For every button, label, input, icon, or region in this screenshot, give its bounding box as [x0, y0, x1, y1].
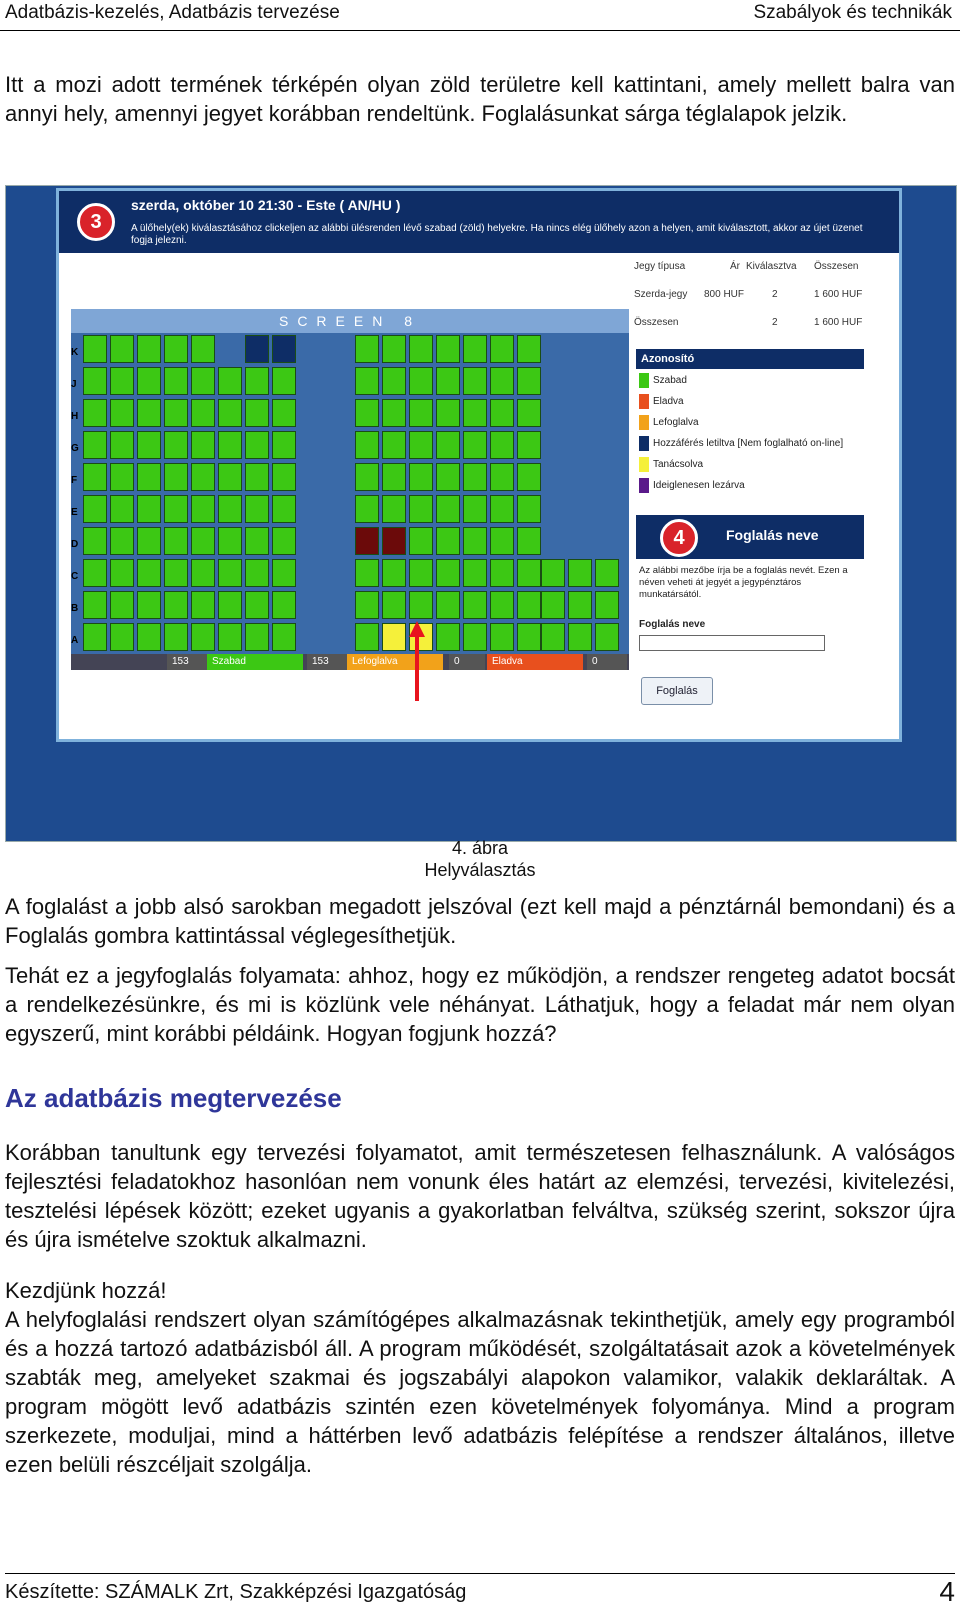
seat[interactable] [355, 463, 379, 491]
ticket-head-price: Ár [730, 261, 740, 272]
legend-label: Tanácsolva [653, 459, 704, 471]
legend-swatch [639, 394, 649, 409]
booking-panel [56, 188, 902, 742]
legend-label: Eladva [653, 396, 684, 408]
seat[interactable] [218, 431, 242, 459]
legend-label: Lefoglalva [653, 417, 699, 429]
seat[interactable] [164, 591, 188, 619]
seat[interactable] [245, 623, 269, 651]
seat[interactable] [164, 367, 188, 395]
seat[interactable] [382, 559, 406, 587]
seat[interactable] [517, 399, 541, 427]
status-bar [71, 654, 629, 670]
seat[interactable] [463, 623, 487, 651]
seat[interactable] [191, 335, 215, 363]
seat[interactable] [436, 495, 460, 523]
legend-label: Ideiglenesen lezárva [653, 480, 745, 492]
footer-author: Készítette: SZÁMALK Zrt, Szakképzési Igazgatóság [5, 1581, 467, 1603]
seat[interactable] [436, 527, 460, 555]
seat[interactable] [382, 431, 406, 459]
seat[interactable] [463, 591, 487, 619]
seat[interactable] [463, 399, 487, 427]
seat[interactable] [83, 335, 107, 363]
seat[interactable] [541, 623, 565, 651]
seat[interactable] [137, 399, 161, 427]
sum-total: 1 600 HUF [814, 317, 863, 328]
red-arrow-icon [407, 621, 427, 703]
paragraph-4-lead: Kezdjünk hozzá! [5, 1278, 167, 1303]
seat[interactable] [245, 559, 269, 587]
seat[interactable] [490, 591, 514, 619]
seat[interactable] [110, 463, 134, 491]
seat[interactable] [490, 623, 514, 651]
seat-instructions: A ülőhely(ek) kiválasztásához clickeljen az alábbi ülésrenden lévő szabad (zöld) helyekre. Ha nincs elég ülőhely azon a helyen, amit kiválasztott, akkor az újet üzenet fogja jelezni. [131, 223, 863, 246]
legend-swatch [639, 373, 649, 388]
seat[interactable] [490, 527, 514, 555]
ticket-selected: 2 [772, 289, 778, 300]
seat[interactable] [245, 367, 269, 395]
seat[interactable] [110, 495, 134, 523]
seat[interactable] [355, 335, 379, 363]
seat[interactable] [110, 431, 134, 459]
seat[interactable] [517, 527, 541, 555]
seat[interactable] [191, 399, 215, 427]
seat[interactable] [83, 431, 107, 459]
seat[interactable] [541, 559, 565, 587]
seat[interactable] [218, 559, 242, 587]
seat[interactable] [164, 559, 188, 587]
paragraph-3: Korábban tanultunk egy tervezési folyamatot, amit természetesen felhasználunk. A valóságos fejlesztési feladatokhoz hasonlóan nem vonunk éles határt az elemzési, tervezési, kivitelezési, tesztelési lépések között; ezeket ugyanis a gyakorlatban felváltva, szükség szerint, sokszor újra és újra ismételve szoktuk alkalmazni. [5, 1140, 955, 1252]
seat[interactable] [568, 591, 592, 619]
booking-field-label: Foglalás neve [639, 619, 706, 630]
seat[interactable] [436, 431, 460, 459]
seat[interactable] [409, 399, 433, 427]
seat[interactable] [245, 591, 269, 619]
seat[interactable] [110, 367, 134, 395]
header-title: Adatbázis-kezelés, Adatbázis tervezése [5, 2, 340, 23]
seat[interactable] [164, 399, 188, 427]
seat[interactable] [245, 463, 269, 491]
seat[interactable] [382, 399, 406, 427]
header-section: Szabályok és technikák [753, 2, 952, 23]
intro-paragraph: Itt a mozi adott termének térképén olyan zöld területre kell kattintani, amely mellett balra van annyi hely, amennyi jegyet korábban rendeltünk. Foglalásunkat sárga téglalapok jelzik. [5, 72, 955, 126]
seat[interactable] [137, 559, 161, 587]
seat[interactable] [137, 463, 161, 491]
step-4-badge: 4 [660, 519, 698, 557]
row-label: B [71, 603, 79, 614]
seat[interactable] [490, 431, 514, 459]
sum-label: Összesen [634, 317, 679, 328]
seat[interactable] [272, 495, 296, 523]
seat[interactable] [595, 559, 619, 587]
seat[interactable] [463, 559, 487, 587]
seat[interactable] [110, 399, 134, 427]
seat[interactable] [83, 495, 107, 523]
seat[interactable] [83, 559, 107, 587]
seat[interactable] [409, 591, 433, 619]
sold-count: 0 [587, 654, 627, 670]
seat[interactable] [272, 367, 296, 395]
ticket-price: 800 HUF [704, 289, 745, 300]
seat[interactable] [490, 463, 514, 491]
seat[interactable] [137, 591, 161, 619]
seat[interactable] [595, 591, 619, 619]
seat[interactable] [164, 335, 188, 363]
seat[interactable] [191, 495, 215, 523]
seat[interactable] [382, 335, 406, 363]
seat[interactable] [568, 559, 592, 587]
booking-title: Foglalás neve [726, 527, 819, 543]
seat[interactable] [409, 559, 433, 587]
ticket-head-type: Jegy típusa [634, 261, 686, 272]
row-label: A [71, 635, 79, 646]
seat[interactable] [355, 367, 379, 395]
seat[interactable] [218, 527, 242, 555]
seat[interactable] [463, 335, 487, 363]
row-label: D [71, 539, 79, 550]
seat[interactable] [382, 367, 406, 395]
seat[interactable] [110, 591, 134, 619]
seat[interactable] [245, 495, 269, 523]
seat[interactable] [490, 559, 514, 587]
seat[interactable] [463, 495, 487, 523]
row-label: K [71, 347, 79, 358]
a-count: 0 [449, 654, 485, 670]
screen-label: SCREEN 8 [71, 309, 629, 333]
seat[interactable] [191, 527, 215, 555]
seat[interactable] [409, 495, 433, 523]
seat[interactable] [541, 591, 565, 619]
seat[interactable] [83, 623, 107, 651]
seat[interactable] [191, 559, 215, 587]
booking-button[interactable]: Foglalás [641, 677, 713, 705]
seat[interactable] [83, 463, 107, 491]
seat[interactable] [436, 335, 460, 363]
legend-title: Azonosító [636, 349, 864, 369]
legend-item [639, 457, 703, 472]
seat[interactable] [191, 623, 215, 651]
seat[interactable] [463, 367, 487, 395]
seat[interactable] [382, 463, 406, 491]
legend-item [639, 373, 687, 388]
seat-sold[interactable] [355, 527, 379, 555]
seat[interactable] [355, 559, 379, 587]
seat[interactable] [110, 527, 134, 555]
seat[interactable] [164, 527, 188, 555]
seat[interactable] [83, 399, 107, 427]
seat[interactable] [355, 399, 379, 427]
seat[interactable] [164, 623, 188, 651]
sum-selected: 2 [772, 317, 778, 328]
sold-label: Eladva [487, 654, 583, 670]
seat[interactable] [436, 559, 460, 587]
paragraph-2: Tehát ez a jegyfoglalás folyamata: ahhoz, hogy ez működjön, a rendszer rengeteg adatot bocsát a rendelkezésünkre, és mi is közlünk vele néhányat. Láthatjuk, hogy a feladat már nem olyan egyszerű, mint korábbi példáink. Hogyan fogjunk hozzá? [5, 963, 955, 1046]
seat[interactable] [517, 495, 541, 523]
seat[interactable] [83, 527, 107, 555]
seat[interactable] [463, 463, 487, 491]
paragraph-4: A helyfoglalási rendszert olyan számítógépes alkalmazásnak tekinthetjük, amely egy programból és a hozzá tartozó adatbázisból áll. A program működését, szolgáltatásait azok a követelmények szabták meg, amelyeket szakmai és jogszabályi alapokon valamikor, valakik deklaráltak. A program mögött levő adatbázis szintén ezen követelmények folyománya. Mind a program szerkezete, moduljai, mind a háttérben levő adatbázis felépítése a rendszer általános, illetve ezen belüli részcéljait szolgálja. [5, 1307, 955, 1477]
seat[interactable] [191, 431, 215, 459]
seat[interactable] [409, 431, 433, 459]
seat[interactable] [409, 335, 433, 363]
seat[interactable] [490, 367, 514, 395]
page-number: 4 [939, 1576, 955, 1607]
seat[interactable] [436, 591, 460, 619]
seat[interactable] [409, 463, 433, 491]
ticket-head-selected: Kiválasztva [746, 261, 797, 272]
seat[interactable] [409, 367, 433, 395]
seat[interactable] [409, 527, 433, 555]
seat[interactable] [137, 367, 161, 395]
seat[interactable] [218, 367, 242, 395]
seat[interactable] [490, 495, 514, 523]
booking-text: Az alábbi mezőbe írja be a foglalás nevét. Ezen a néven veheti át jegyét a jegypénztáros munkatársától. [639, 565, 848, 600]
seat[interactable] [218, 623, 242, 651]
seat[interactable] [517, 431, 541, 459]
seat[interactable] [463, 431, 487, 459]
ticket-type: Szerda-jegy [634, 289, 688, 300]
free-label: Szabad [207, 654, 303, 670]
show-title: szerda, október 10 21:30 - Este ( AN/HU ) [131, 197, 401, 213]
legend-item [639, 436, 843, 451]
seat[interactable] [382, 495, 406, 523]
seat-selected[interactable] [382, 623, 406, 651]
seat[interactable] [164, 431, 188, 459]
legend-item [639, 415, 699, 430]
legend-swatch [639, 478, 649, 493]
seat[interactable] [517, 335, 541, 363]
seat[interactable] [355, 591, 379, 619]
seat[interactable] [110, 335, 134, 363]
seat[interactable] [83, 367, 107, 395]
seat[interactable] [245, 431, 269, 459]
legend-swatch [639, 436, 649, 451]
seat[interactable] [218, 463, 242, 491]
seat[interactable] [436, 399, 460, 427]
seat[interactable] [272, 399, 296, 427]
step-3-badge: 3 [77, 203, 115, 241]
seat[interactable] [355, 623, 379, 651]
page-header [0, 0, 960, 31]
row-label: J [71, 379, 77, 390]
section-heading: Az adatbázis megtervezése [5, 1083, 342, 1113]
seat[interactable] [355, 431, 379, 459]
page-footer [5, 1573, 955, 1606]
figure-number: 4. ábra [451, 838, 509, 858]
seat[interactable] [110, 559, 134, 587]
seat[interactable] [218, 399, 242, 427]
seat[interactable] [110, 623, 134, 651]
seat[interactable] [517, 591, 541, 619]
seat[interactable] [272, 591, 296, 619]
booking-name-input[interactable] [639, 635, 825, 651]
figure-title: Helyválasztás [424, 860, 536, 880]
paragraph-1: A foglalást a jobb alsó sarokban megadott jelszóval (ezt kell majd a pénztárnál bemondani) és a Foglalás gombra kattintással véglegesíthetjük. [5, 894, 955, 948]
seat[interactable] [83, 591, 107, 619]
booking-topbar [59, 191, 899, 253]
reserved-count: 153 [307, 654, 347, 670]
reserved-label: Lefoglalva [347, 654, 443, 670]
seat[interactable] [355, 495, 379, 523]
seat[interactable] [490, 399, 514, 427]
seat[interactable] [164, 463, 188, 491]
seat[interactable] [137, 527, 161, 555]
seat[interactable] [517, 463, 541, 491]
booking-screenshot [5, 185, 957, 842]
row-label: C [71, 571, 79, 582]
seat[interactable] [218, 495, 242, 523]
free-count: 153 [167, 654, 207, 670]
seat[interactable] [137, 335, 161, 363]
seat[interactable] [436, 367, 460, 395]
seat[interactable] [218, 591, 242, 619]
seat[interactable] [191, 591, 215, 619]
seat[interactable] [490, 335, 514, 363]
seat[interactable] [517, 559, 541, 587]
row-label: E [71, 507, 78, 518]
seat-sold[interactable] [382, 527, 406, 555]
seat[interactable] [245, 399, 269, 427]
ticket-total: 1 600 HUF [814, 289, 863, 300]
legend-label: Hozzáférés letiltva [Nem foglalható on-line] [653, 438, 844, 450]
ticket-head-total: Összesen [814, 261, 859, 272]
seat[interactable] [272, 559, 296, 587]
legend-swatch [639, 415, 649, 430]
seat[interactable] [436, 623, 460, 651]
legend-swatch [639, 457, 649, 472]
seat[interactable] [191, 463, 215, 491]
seat-blocked[interactable] [272, 335, 296, 363]
seat[interactable] [137, 623, 161, 651]
legend-item [639, 478, 745, 493]
seat[interactable] [517, 623, 541, 651]
seat[interactable] [272, 623, 296, 651]
seat[interactable] [436, 463, 460, 491]
seat[interactable] [272, 431, 296, 459]
seat[interactable] [272, 527, 296, 555]
seat[interactable] [595, 623, 619, 651]
row-label: F [71, 475, 78, 486]
seat[interactable] [463, 527, 487, 555]
seat[interactable] [568, 623, 592, 651]
seat[interactable] [382, 591, 406, 619]
legend-label: Szabad [653, 375, 687, 387]
row-label: G [71, 443, 79, 454]
seat[interactable] [164, 495, 188, 523]
seat-blocked[interactable] [245, 335, 269, 363]
legend-item [639, 394, 684, 409]
seat[interactable] [245, 527, 269, 555]
seat[interactable] [191, 367, 215, 395]
seat[interactable] [137, 431, 161, 459]
booking-name-header [636, 515, 864, 559]
row-label: H [71, 411, 79, 422]
seat[interactable] [137, 495, 161, 523]
seat[interactable] [517, 367, 541, 395]
seat[interactable] [272, 463, 296, 491]
